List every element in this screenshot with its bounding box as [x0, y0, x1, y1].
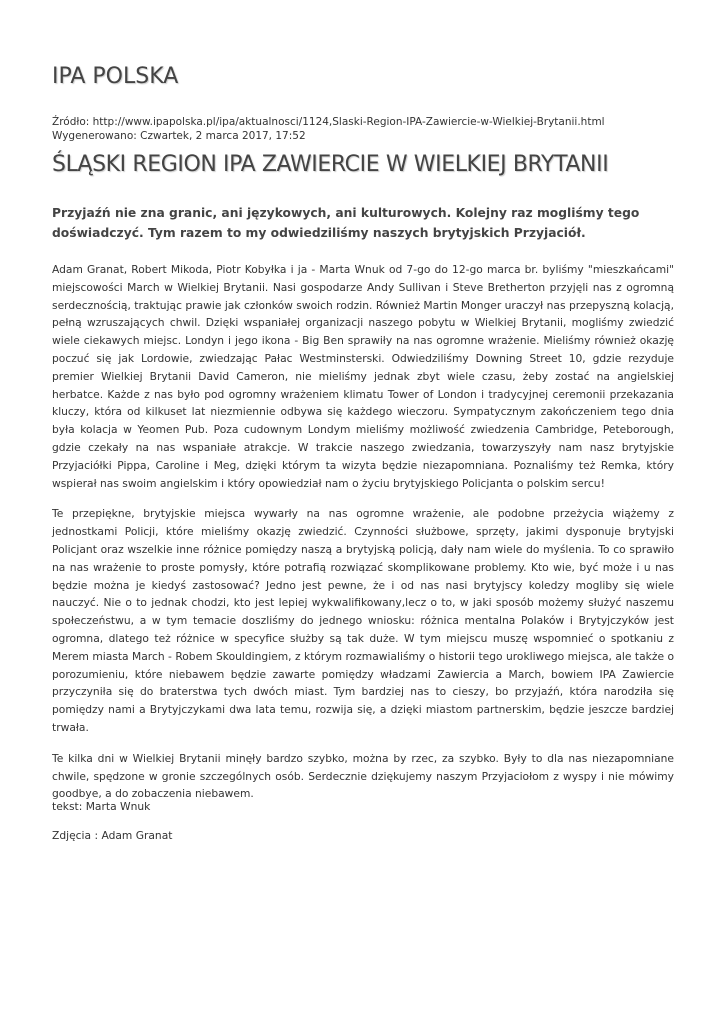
document-meta	[52, 115, 692, 143]
article-body	[52, 261, 674, 816]
article-lead: Przyjaźń nie zna granic, ani językowych, ani kulturowych. Kolejny raz mogliśmy tego doświadczyć. Tym razem to my odwiedziliśmy naszych brytyjskich Przyjaciół.	[52, 206, 640, 240]
article-paragraph: Te kilka dni w Wielkiej Brytanii minęły bardzo szybko, można by rzec, za szybko. Były to dla nas niezapomniane chwile, spędzone w gronie szczególnych osób. Serdecznie dziękujemy naszym Przyjaciołom z wyspy i nie mówimy goodbye, a do zobaczenia niebawem.	[52, 751, 674, 801]
generated-date: Wygenerowano: Czwartek, 2 marca 2017, 17:52	[52, 130, 306, 142]
photo-credit: Zdjęcia : Adam Granat	[52, 829, 173, 842]
article-paragraph: Adam Granat, Robert Mikoda, Piotr Kobyłka i ja - Marta Wnuk od 7-go do 12-go marca br. byliśmy "mieszkańcami" miejscowości March w Wielkiej Brytanii. Nasi gospodarze Andy Sullivan i Steve Bretherton przyjęli nas z ogromną serdecznością, traktując prawie jak członków swoich rodzin. Również Martin Monger uraczył nas przepyszną kolacją, pełną wzruszających chwil. Dzięki wspaniałej organizacji naszego pobytu w Wielkiej Brytanii, mogliśmy zwiedzić wiele ciekawych miejsc. Londyn i jego ikona - Big Ben sprawiły na nas ogromne wrażenie. Mieliśmy również okazję poczuć się jak Lordowie, zwiedzając Pałac Westminsterski. Odwiedziliśmy Downing Street 10, gdzie rezyduje premier Wielkiej Brytanii David Cameron, nie mieliśmy jednak zbyt wiele czasu, żeby zostać na angielskiej herbatce. Każde z nas było pod ogromny wrażeniem klimatu Tower of London i tradycyjnej ceremonii przekazania kluczy, która od kilkuset lat niezmiennie odbywa się każdego wieczoru. Sympatycznym zakończeniem tego dnia była kolacja w Yeomen Pub. Poza cudownym Londym mieliśmy możliwość zwiedzenia Cambridge, Peteborough, gdzie czekały na nas wspaniałe atrakcje. W trakcie naszego zwiedzania, towarzyszyły nam nasz brytyjskie Przyjaciółki Pippa, Caroline i Meg, dzięki którym ta wizyta będzie niezapomniana. Poznaliśmy też Remka, który wspierał nas swoim angielskim i który opowiedział nam o życiu brytyjskiego Policjanta o polskim sercu!	[52, 263, 674, 490]
article-title: ŚLĄSKI REGION IPA ZAWIERCIE W WIELKIEJ BRYTANII	[52, 152, 609, 177]
source-url: Źródło: http://www.ipapolska.pl/ipa/aktualnosci/1124,Slaski-Region-IPA-Zawiercie-w-Wielkiej-Brytanii.html	[52, 116, 605, 128]
author-credit: tekst: Marta Wnuk	[52, 800, 151, 813]
article-paragraph: Te przepiękne, brytyjskie miejsca wywarły na nas ogromne wrażenie, ale podobne przeżycia wiążemy z jednostkami Policji, które mieliśmy okazję zwiedzić. Czynności służbowe, sprzęty, jakimi dysponuje brytyjski Policjant oraz wszelkie inne różnice pomiędzy naszą a brytyjską policją, dały nam wiele do myślenia. To co sprawiło na nas wrażenie to proste pomysły, które potrafią rozwiązać skomplikowane problemy. Kto wie, być może i u nas będzie można je kiedyś zastosować? Jedno jest pewne, że i od nas nasi brytyjscy koledzy mogliby się wiele nauczyć. Nie o to jednak chodzi, kto jest lepiej wykwalifikowany,lecz o to, w jaki sposób możemy służyć naszemu społeczeństwu, a w tym temacie doszliśmy do jednego wniosku: różnica mentalna Polaków i Brytyjczyków jest ogromna, dlatego też różnice w specyfice służby są tak duże. W tym miejscu muszę wspomnieć o spotkaniu z Merem miasta March - Robem Skouldingiem, z którym rozmawialiśmy o historii tego urokliwego miejsca, ale także o porozumieniu, które niebawem będzie zawarte pomiędzy władzami Zawiercia a March, bowiem IPA Zawiercie przyczyniła się do braterstwa tych dwóch miast. Tym bardziej nas to cieszy, bo przyjaźń, która narodziła się pomiędzy nami a Brytyjczykami dwa lata temu, rozwija się, a dzięki miastom partnerskim, będzie jeszcze bardziej trwała.	[52, 507, 674, 734]
site-title: IPA POLSKA	[52, 64, 179, 89]
